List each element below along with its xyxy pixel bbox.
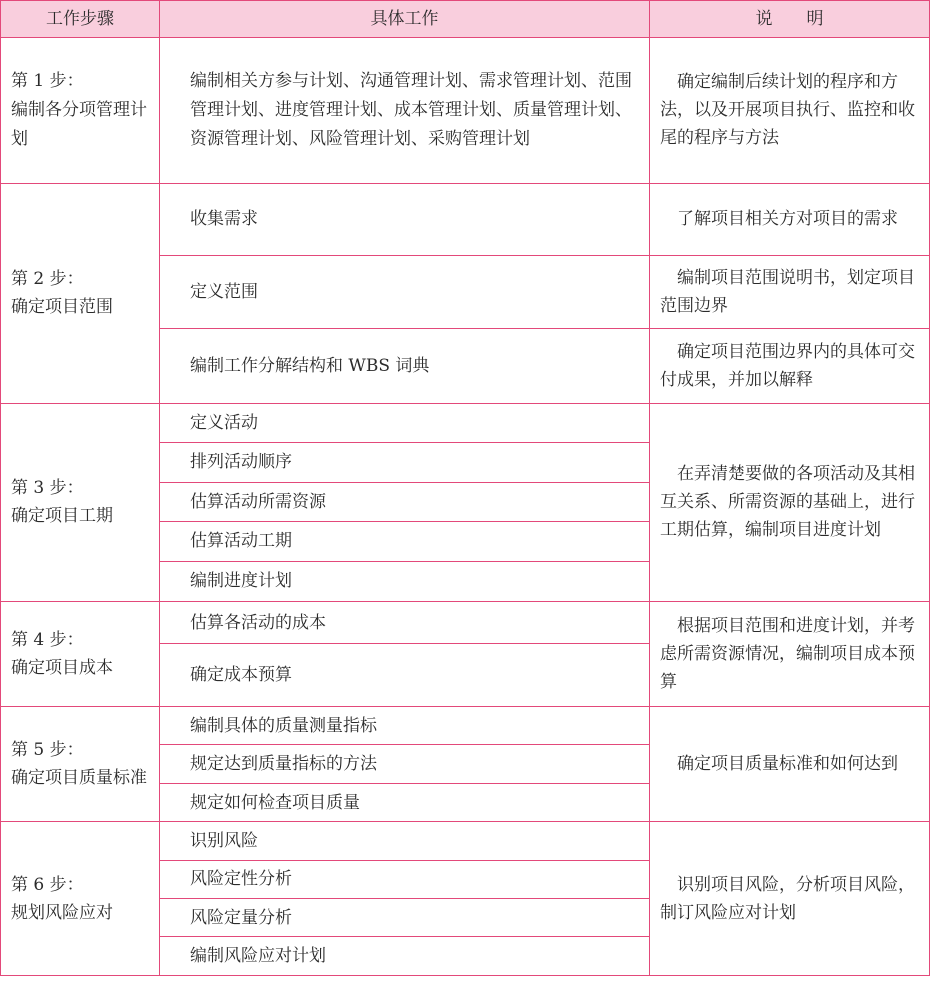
note-cell: 确定编制后续计划的程序和方法，以及开展项目执行、监控和收尾的程序与方法 xyxy=(650,38,930,184)
header-note: 说 明 xyxy=(650,1,930,38)
work-cell: 编制相关方参与计划、沟通管理计划、需求管理计划、范围管理计划、进度管理计划、成本管理计划、质量管理计划、资源管理计划、风险管理计划、采购管理计划 xyxy=(160,38,650,184)
step-cell xyxy=(1,38,160,184)
work-cell: 风险定性分析 xyxy=(160,860,650,898)
work-cell: 定义活动 xyxy=(160,403,650,442)
step-cell xyxy=(1,183,160,403)
work-cell: 编制进度计划 xyxy=(160,561,650,601)
header-step: 工作步骤 xyxy=(1,1,160,38)
step-title: 确定项目质量标准 xyxy=(11,768,147,789)
table-row xyxy=(1,822,930,860)
step-number: 第 2 步： xyxy=(11,269,84,290)
work-cell: 估算各活动的成本 xyxy=(160,601,650,643)
work-cell: 排列活动顺序 xyxy=(160,443,650,482)
step-title: 规划风险应对 xyxy=(11,902,113,923)
work-cell: 规定如何检查项目质量 xyxy=(160,783,650,821)
work-cell: 估算活动所需资源 xyxy=(160,482,650,521)
step-number: 第 6 步： xyxy=(11,874,84,895)
work-cell: 识别风险 xyxy=(160,822,650,860)
step-title: 确定项目范围 xyxy=(11,297,113,318)
table-row xyxy=(1,707,930,745)
work-cell: 编制风险应对计划 xyxy=(160,937,650,976)
note-cell: 识别项目风险，分析项目风险，制订风险应对计划 xyxy=(650,822,930,976)
table-row xyxy=(1,183,930,256)
note-cell: 确定项目范围边界内的具体可交付成果，并加以解释 xyxy=(650,329,930,404)
note-cell: 编制项目范围说明书，划定项目范围边界 xyxy=(650,256,930,329)
work-cell: 确定成本预算 xyxy=(160,644,650,707)
table-row xyxy=(1,38,930,184)
step-cell xyxy=(1,822,160,976)
work-cell: 估算活动工期 xyxy=(160,522,650,561)
step-title: 确定项目工期 xyxy=(11,506,113,527)
table-row xyxy=(1,601,930,643)
step-number: 第 3 步： xyxy=(11,478,84,499)
table-header-row xyxy=(1,1,930,38)
work-cell: 规定达到质量指标的方法 xyxy=(160,745,650,783)
note-cell: 确定项目质量标准和如何达到 xyxy=(650,707,930,822)
step-title: 确定项目成本 xyxy=(11,657,113,678)
work-cell: 收集需求 xyxy=(160,183,650,256)
step-cell xyxy=(1,601,160,706)
step-cell xyxy=(1,707,160,822)
work-cell: 风险定量分析 xyxy=(160,899,650,937)
step-number: 第 1 步： xyxy=(11,70,84,91)
step-number: 第 4 步： xyxy=(11,629,84,650)
work-cell: 编制工作分解结构和 WBS 词典 xyxy=(160,329,650,404)
step-number: 第 5 步： xyxy=(11,740,84,761)
note-cell: 根据项目范围和进度计划，并考虑所需资源情况，编制项目成本预算 xyxy=(650,601,930,706)
table-row xyxy=(1,403,930,442)
work-cell: 定义范围 xyxy=(160,256,650,329)
note-cell: 了解项目相关方对项目的需求 xyxy=(650,183,930,256)
header-work: 具体工作 xyxy=(160,1,650,38)
note-cell: 在弄清楚要做的各项活动及其相互关系、所需资源的基础上，进行工期估算，编制项目进度计划 xyxy=(650,403,930,601)
step-title: 编制各分项管理计划 xyxy=(11,99,147,149)
work-cell: 编制具体的质量测量指标 xyxy=(160,707,650,745)
step-cell xyxy=(1,403,160,601)
